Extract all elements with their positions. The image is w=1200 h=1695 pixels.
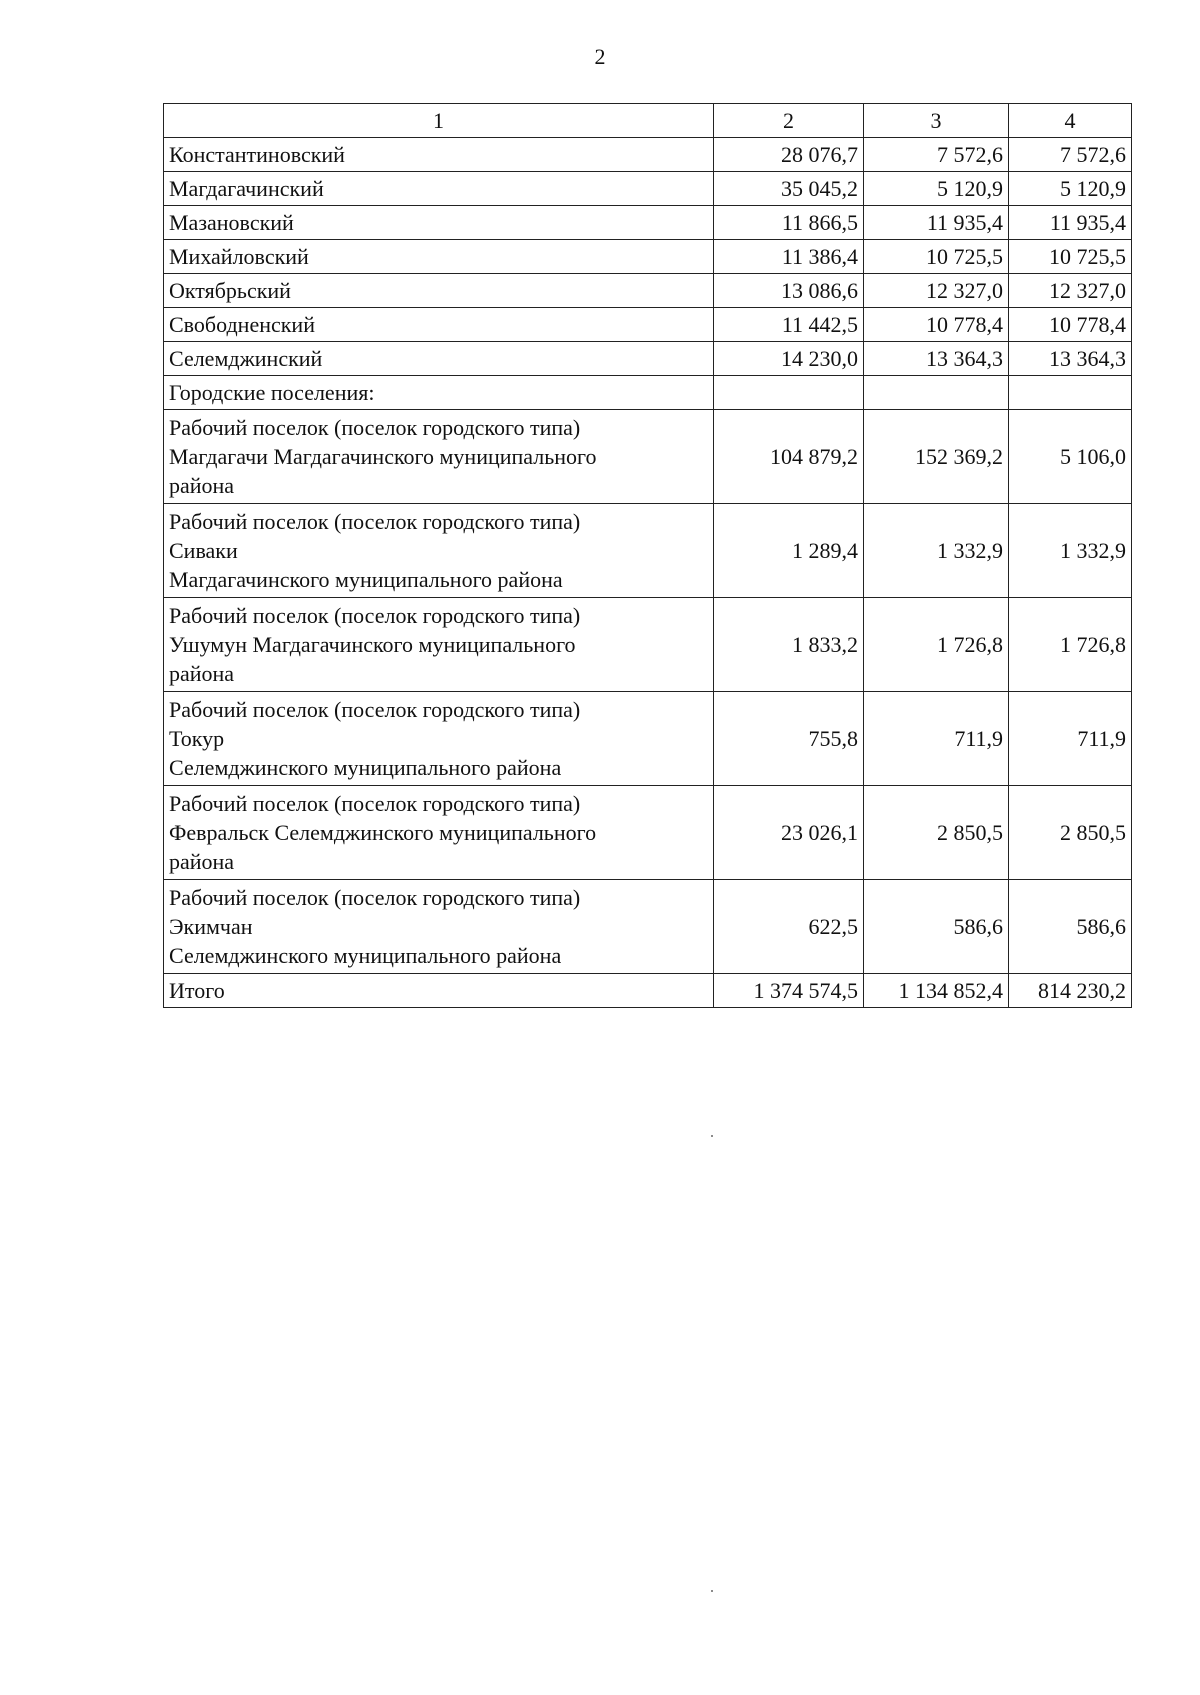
row-name-line: Селемджинского муниципального района <box>169 943 562 968</box>
cell-col-2: 23 026,1 <box>714 786 864 880</box>
row-name-line: Рабочий поселок (поселок городского типа) <box>169 885 581 910</box>
cell-col-4: 5 106,0 <box>1009 410 1132 504</box>
cell-col-3: 11 935,4 <box>864 206 1009 240</box>
cell-col-3: 1 726,8 <box>864 598 1009 692</box>
row-name: Мазановский <box>164 206 714 240</box>
cell-col-2: 755,8 <box>714 692 864 786</box>
cell-col-4: 586,6 <box>1009 880 1132 974</box>
cell-col-4: 10 725,5 <box>1009 240 1132 274</box>
row-name-line: Токур <box>169 726 225 751</box>
row-name-line: Рабочий поселок (поселок городского типа) <box>169 697 581 722</box>
cell-col-2: 13 086,6 <box>714 274 864 308</box>
row-name-line: Ушумун Магдагачинского муниципального <box>169 632 576 657</box>
total-col-2: 1 374 574,5 <box>714 974 864 1008</box>
total-col-3: 1 134 852,4 <box>864 974 1009 1008</box>
row-name: Селемджинский <box>164 342 714 376</box>
cell-col-4: 12 327,0 <box>1009 274 1132 308</box>
cell-col-3: 10 778,4 <box>864 308 1009 342</box>
section-header: Городские поселения: <box>164 376 714 410</box>
table-row <box>164 308 1132 342</box>
table-row <box>164 274 1132 308</box>
row-name-line: Экимчан <box>169 914 253 939</box>
cell-col-4: 2 850,5 <box>1009 786 1132 880</box>
cell-col-4: 13 364,3 <box>1009 342 1132 376</box>
table-row <box>164 342 1132 376</box>
cell-col-2 <box>714 376 864 410</box>
cell-col-3: 1 332,9 <box>864 504 1009 598</box>
row-name-line: Сиваки <box>169 538 238 563</box>
cell-col-4: 1 332,9 <box>1009 504 1132 598</box>
row-name-line: района <box>169 473 235 498</box>
row-name-line: района <box>169 661 235 686</box>
table-row <box>164 598 1132 692</box>
column-header-1: 1 <box>164 104 714 138</box>
row-name-line: Селемджинского муниципального района <box>169 755 562 780</box>
scan-speck <box>711 1590 713 1592</box>
row-name: Свободненский <box>164 308 714 342</box>
row-name: Магдагачинский <box>164 172 714 206</box>
table-row <box>164 692 1132 786</box>
table-row <box>164 786 1132 880</box>
cell-col-3: 12 327,0 <box>864 274 1009 308</box>
cell-col-4 <box>1009 376 1132 410</box>
cell-col-2: 11 866,5 <box>714 206 864 240</box>
cell-col-3: 152 369,2 <box>864 410 1009 504</box>
cell-col-2: 28 076,7 <box>714 138 864 172</box>
row-name <box>164 692 714 786</box>
cell-col-4: 7 572,6 <box>1009 138 1132 172</box>
row-name: Константиновский <box>164 138 714 172</box>
table-row <box>164 138 1132 172</box>
cell-col-2: 35 045,2 <box>714 172 864 206</box>
row-name-line: Рабочий поселок (поселок городского типа) <box>169 415 581 440</box>
row-name <box>164 504 714 598</box>
cell-col-3: 586,6 <box>864 880 1009 974</box>
page-number: 2 <box>594 44 606 69</box>
row-name: Михайловский <box>164 240 714 274</box>
cell-col-3: 711,9 <box>864 692 1009 786</box>
column-header-3: 3 <box>864 104 1009 138</box>
row-name-line: Рабочий поселок (поселок городского типа) <box>169 509 581 534</box>
row-name-line: Рабочий поселок (поселок городского типа) <box>169 603 581 628</box>
cell-col-3: 10 725,5 <box>864 240 1009 274</box>
row-name-line: района <box>169 849 235 874</box>
row-name-line: Магдагачинского муниципального района <box>169 567 563 592</box>
total-row <box>164 974 1132 1008</box>
cell-col-2: 104 879,2 <box>714 410 864 504</box>
table-row <box>164 206 1132 240</box>
row-name-line: Магдагачи Магдагачинского муниципального <box>169 444 597 469</box>
cell-col-4: 711,9 <box>1009 692 1132 786</box>
section-header-row <box>164 376 1132 410</box>
scan-speck <box>711 1135 713 1137</box>
total-label: Итого <box>164 974 714 1008</box>
row-name-line: Февральск Селемджинского муниципального <box>169 820 597 845</box>
cell-col-3: 2 850,5 <box>864 786 1009 880</box>
table-header-row <box>164 104 1132 138</box>
cell-col-4: 5 120,9 <box>1009 172 1132 206</box>
cell-col-4: 11 935,4 <box>1009 206 1132 240</box>
cell-col-2: 14 230,0 <box>714 342 864 376</box>
row-name <box>164 598 714 692</box>
cell-col-2: 11 442,5 <box>714 308 864 342</box>
row-name <box>164 410 714 504</box>
cell-col-4: 10 778,4 <box>1009 308 1132 342</box>
table-row <box>164 880 1132 974</box>
row-name: Октябрьский <box>164 274 714 308</box>
total-col-4: 814 230,2 <box>1009 974 1132 1008</box>
cell-col-2: 622,5 <box>714 880 864 974</box>
table-row <box>164 240 1132 274</box>
cell-col-2: 1 833,2 <box>714 598 864 692</box>
cell-col-3: 7 572,6 <box>864 138 1009 172</box>
table-row <box>164 410 1132 504</box>
row-name <box>164 786 714 880</box>
column-header-2: 2 <box>714 104 864 138</box>
cell-col-3: 5 120,9 <box>864 172 1009 206</box>
cell-col-3: 13 364,3 <box>864 342 1009 376</box>
data-table <box>163 103 1132 1008</box>
table-row <box>164 172 1132 206</box>
cell-col-3 <box>864 376 1009 410</box>
row-name-line: Рабочий поселок (поселок городского типа) <box>169 791 581 816</box>
table-row <box>164 504 1132 598</box>
column-header-4: 4 <box>1009 104 1132 138</box>
row-name <box>164 880 714 974</box>
cell-col-4: 1 726,8 <box>1009 598 1132 692</box>
cell-col-2: 11 386,4 <box>714 240 864 274</box>
cell-col-2: 1 289,4 <box>714 504 864 598</box>
